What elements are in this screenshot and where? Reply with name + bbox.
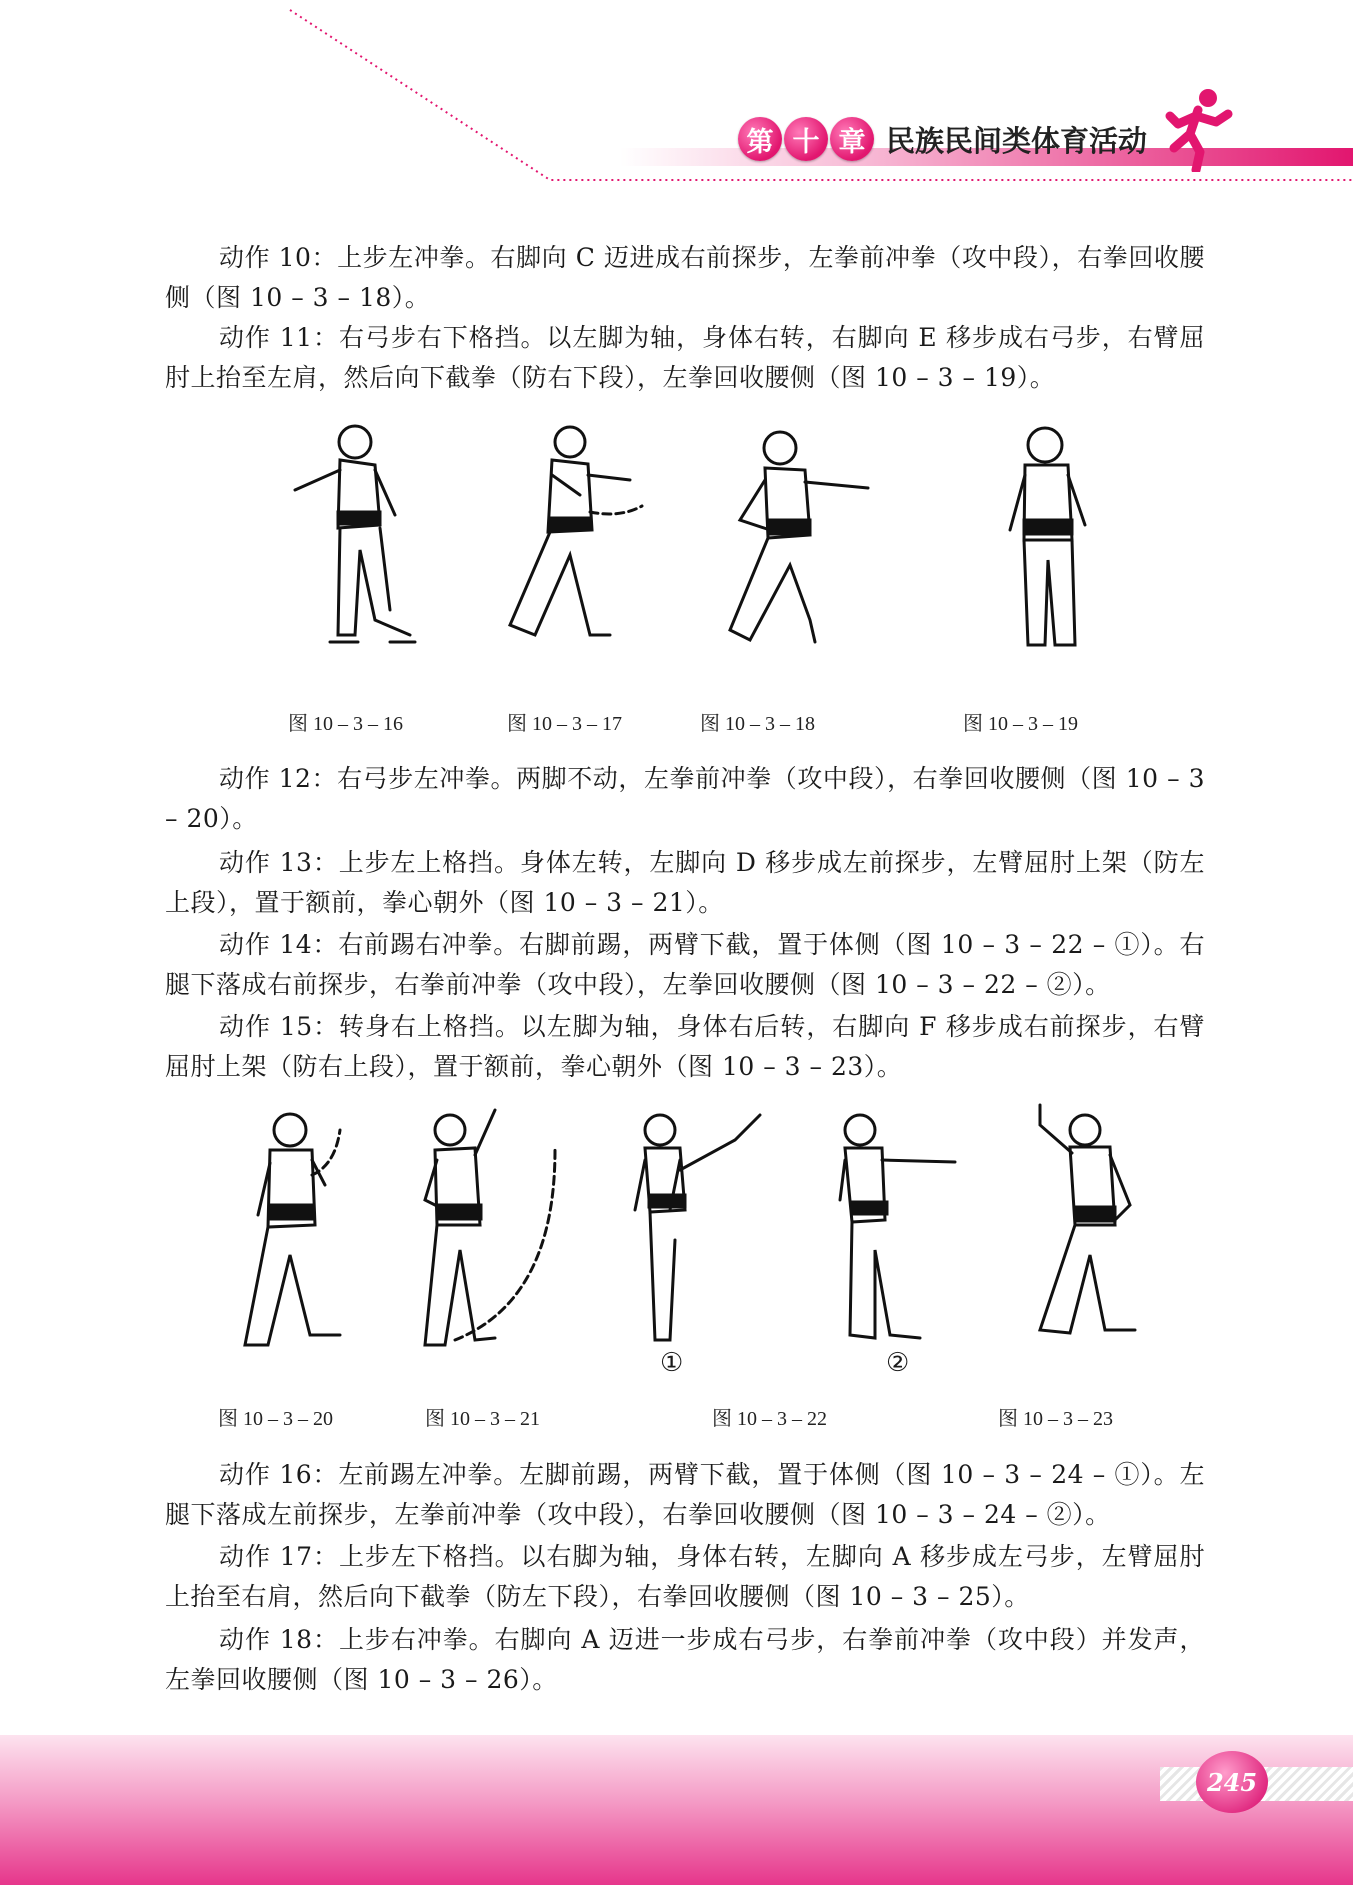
chapter-char-3: 章	[830, 117, 874, 161]
paragraph-action-17: 动作 17：上步左下格挡。以右脚为轴，身体右转，左脚向 A 移步成左弓步，左臂屈肘上抬至右肩，然后向下截拳（防左下段），右拳回收腰侧（图 10 – 3 – 25）。	[165, 1542, 1205, 1611]
marker-1: ①	[660, 1348, 684, 1378]
figure-10-3-23	[1030, 1095, 1170, 1345]
caption-fig-10-3-20: 图 10 – 3 – 20	[218, 1408, 333, 1430]
caption-fig-10-3-23: 图 10 – 3 – 23	[998, 1408, 1113, 1430]
running-person-icon	[1160, 86, 1236, 172]
caption-fig-10-3-16: 图 10 – 3 – 16	[288, 713, 403, 735]
figure-10-3-22-1	[625, 1100, 775, 1350]
chapter-char-1: 第	[738, 117, 782, 161]
figure-10-3-20	[240, 1105, 370, 1355]
paragraph-action-16: 动作 16：左前踢左冲拳。左脚前踢，两臂下截，置于体侧（图 10 – 3 – 24 – ①）。左腿下落成左前探步，左拳前冲拳（攻中段），右拳回收腰侧（图 10 – 3 – 24 – ②）。	[165, 1460, 1205, 1529]
paragraph-action-18: 动作 18：上步右冲拳。右脚向 A 迈进一步成右弓步，右拳前冲拳（攻中段）并发声，左拳回收腰侧（图 10 – 3 – 26）。	[165, 1625, 1205, 1694]
marker-2: ②	[886, 1348, 910, 1378]
figure-10-3-18	[720, 420, 880, 670]
paragraph-action-14: 动作 14：右前踢右冲拳。右脚前踢，两臂下截，置于体侧（图 10 – 3 – 22 – ①）。右腿下落成右前探步，右拳前冲拳（攻中段），左拳回收腰侧（图 10 – 3 – 22 – ②）。	[165, 930, 1205, 999]
chapter-char-2: 十	[784, 117, 828, 161]
paragraph-action-10: 动作 10：上步左冲拳。右脚向 C 迈进成右前探步，左拳前冲拳（攻中段），右拳回收腰侧（图 10 – 3 – 18）。	[165, 243, 1205, 312]
caption-fig-10-3-19: 图 10 – 3 – 19	[963, 713, 1078, 735]
paragraph-action-11: 动作 11：右弓步右下格挡。以左脚为轴，身体右转，右脚向 E 移步成右弓步，右臂屈肘上抬至左肩，然后向下截拳（防右下段），左拳回收腰侧（图 10 – 3 – 19）。	[165, 323, 1205, 392]
chapter-title: 民族民间类体育活动	[886, 123, 1148, 158]
paragraph-action-15: 动作 15：转身右上格挡。以左脚为轴，身体右后转，右脚向 F 移步成右前探步，右臂屈肘上架（防右上段），置于额前，拳心朝外（图 10 – 3 – 23）。	[165, 1012, 1205, 1081]
figure-10-3-21	[415, 1100, 580, 1350]
paragraph-action-13: 动作 13：上步左上格挡。身体左转，左脚向 D 移步成左前探步，左臂屈肘上架（防左上段），置于额前，拳心朝外（图 10 – 3 – 21）。	[165, 848, 1205, 917]
figure-10-3-16	[280, 420, 420, 670]
footer-band	[0, 1735, 1353, 1885]
caption-fig-10-3-21: 图 10 – 3 – 21	[425, 1408, 540, 1430]
caption-fig-10-3-17: 图 10 – 3 – 17	[507, 713, 622, 735]
caption-fig-10-3-18: 图 10 – 3 – 18	[700, 713, 815, 735]
chapter-heading	[738, 114, 1147, 164]
figure-10-3-22-2	[830, 1100, 970, 1350]
figure-10-3-17	[490, 420, 650, 670]
caption-fig-10-3-22: 图 10 – 3 – 22	[712, 1408, 827, 1430]
figure-10-3-19	[990, 420, 1110, 670]
paragraph-action-12: 动作 12：右弓步左冲拳。两脚不动，左拳前冲拳（攻中段），右拳回收腰侧（图 10 – 3 – 20）。	[165, 764, 1205, 833]
page-number: 245	[1196, 1751, 1268, 1813]
